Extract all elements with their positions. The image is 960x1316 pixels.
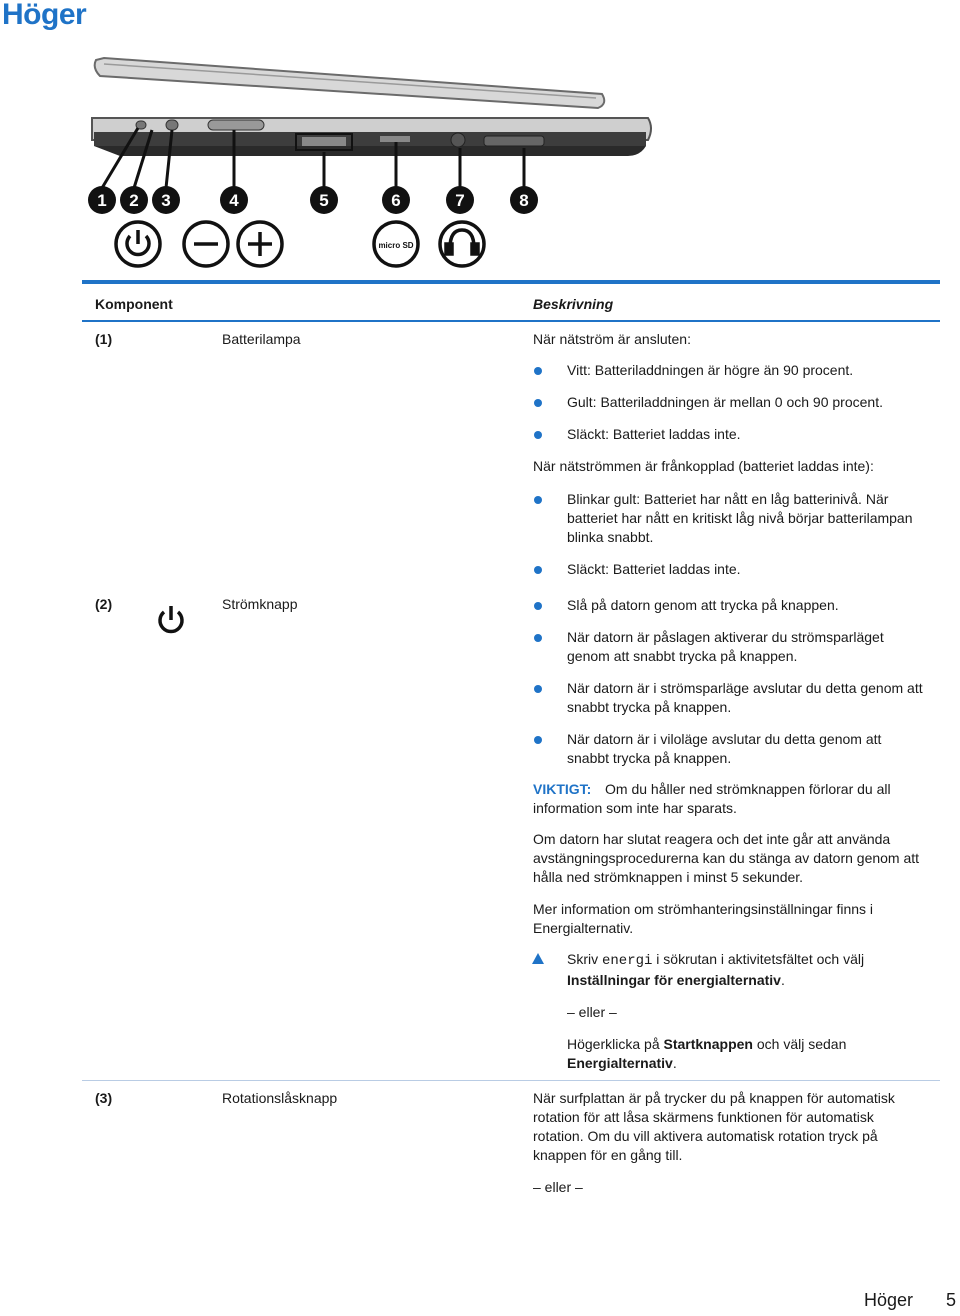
bullet-icon (534, 566, 542, 574)
description-text: Energialternativ. (533, 920, 634, 936)
table-header (82, 284, 940, 322)
component-name: Rotationslåsknapp (222, 1090, 338, 1106)
bullet-icon (534, 736, 542, 744)
row-number: (2) (95, 596, 113, 612)
or-separator: – eller – (567, 1004, 617, 1020)
laptop-side-figure (80, 48, 680, 288)
step-triangle-icon (532, 953, 544, 964)
bullet-text: Släckt: Batteriet laddas inte. (567, 561, 741, 577)
description-text: När nätströmmen är frånkopplad (batteriet laddas inte): (533, 458, 874, 474)
description-text: avstängningsprocedurerna kan du stänga av datorn genom att (533, 850, 920, 866)
description-text: hålla ned strömknappen i minst 5 sekunder. (533, 869, 804, 885)
description-text: rotation för att låsa skärmens funktionen för automatisk (533, 1109, 874, 1125)
bullet-icon (534, 367, 542, 375)
footer-section: Höger (864, 1290, 914, 1310)
callout-number: 5 (319, 191, 329, 210)
bullet-text: När datorn är i viloläge avslutar du detta genom att (567, 731, 882, 747)
description-text: knappen för en gång till. (533, 1147, 683, 1163)
description-text: När surfplattan är på trycker du på knappen för automatisk (533, 1090, 895, 1106)
bullet-text: När datorn är i strömsparläge avslutar du detta genom att (567, 680, 923, 696)
bullet-text: batteriet har nått en kritiskt låg nivå börjar batterilampan (567, 510, 913, 526)
callout-number: 8 (519, 191, 529, 210)
callout-number: 7 (455, 191, 465, 210)
bullet-icon (534, 602, 542, 610)
bullet-icon (534, 634, 542, 642)
description-text: Mer information om strömhanteringsinställningar finns i (533, 901, 874, 917)
row-divider (82, 1080, 940, 1081)
description-text: Om datorn har slutat reagera och det inte går att använda (533, 831, 891, 847)
bullet-text: När datorn är påslagen aktiverar du strömsparläget (567, 629, 884, 645)
important-label: VIKTIGT: (533, 781, 592, 797)
step-text: Inställningar för energialternativ. (567, 972, 785, 988)
micro-sd-icon-label: micro SD (378, 241, 414, 250)
footer-page-number: 5 (946, 1290, 957, 1310)
alt-step-text: Högerklicka på Startknappen och välj sedan (567, 1036, 847, 1052)
callout-number: 2 (129, 191, 139, 210)
row-number: (3) (95, 1090, 113, 1106)
bullet-icon (534, 496, 542, 504)
important-text: information som inte har sparats. (533, 800, 737, 816)
col-description-header: Beskrivning (533, 296, 614, 312)
bullet-text: snabbt trycka på knappen. (567, 750, 732, 766)
description-text: När nätström är ansluten: (533, 331, 691, 347)
bullet-text: Slå på datorn genom att trycka på knappen. (567, 597, 839, 613)
callout-number: 1 (97, 191, 107, 210)
step-text: Skriv energi i sökrutan i aktivitetsfältet och välj (567, 951, 865, 969)
col-component-header: Komponent (95, 296, 173, 312)
description-text: rotation. Om du vill aktivera automatisk rotation tryck på (533, 1128, 878, 1144)
bullet-icon (534, 431, 542, 439)
callout-number: 6 (391, 191, 401, 210)
important-text: Om du håller ned strömknappen förlorar du all (605, 781, 891, 797)
bullet-text: Släckt: Batteriet laddas inte. (567, 426, 741, 442)
bullet-text: Vitt: Batteriladdningen är högre än 90 procent. (567, 362, 854, 378)
bullet-text: blinka snabbt. (567, 529, 654, 545)
component-name: Strömknapp (222, 596, 298, 612)
components-table (82, 280, 940, 322)
or-separator: – eller – (533, 1179, 583, 1195)
bullet-text: Blinkar gult: Batteriet har nått en låg batterinivå. När (567, 491, 889, 507)
bullet-text: snabbt trycka på knappen. (567, 699, 732, 715)
power-icon (155, 604, 187, 636)
alt-step-text: Energialternativ. (567, 1055, 677, 1071)
callout-number: 4 (229, 191, 239, 210)
bullet-icon (534, 685, 542, 693)
bullet-text: Gult: Batteriladdningen är mellan 0 och 90 procent. (567, 394, 883, 410)
bullet-icon (534, 399, 542, 407)
page-title: Höger (2, 0, 87, 31)
callout-number: 3 (161, 191, 171, 210)
component-name: Batterilampa (222, 331, 301, 347)
row-number: (1) (95, 331, 113, 347)
bullet-text: genom att snabbt trycka på knappen. (567, 648, 798, 664)
code-text: energi (602, 953, 653, 969)
